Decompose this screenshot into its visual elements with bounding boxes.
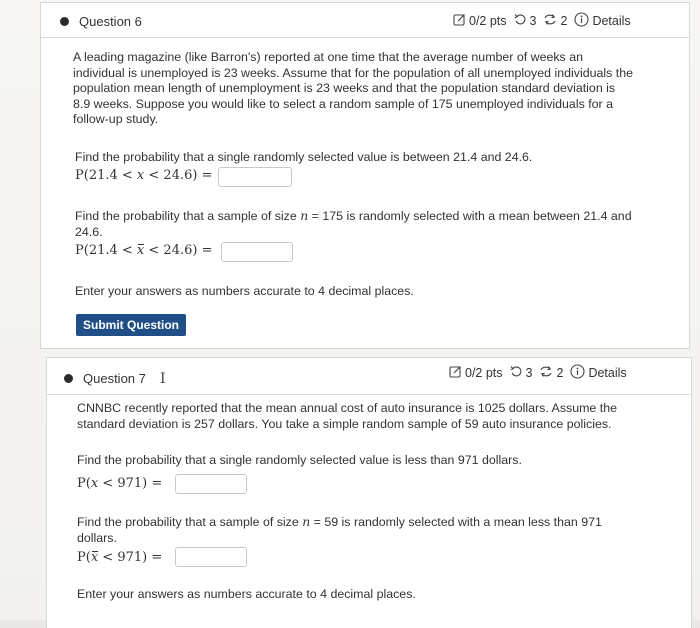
edit-square-icon bbox=[453, 13, 466, 29]
instructions-text: Enter your answers as numbers accurate to 4 decimal places. bbox=[77, 587, 416, 601]
question-7-header bbox=[47, 358, 691, 395]
refresh-arrows-icon bbox=[543, 13, 557, 29]
part-2-answer-input[interactable] bbox=[175, 547, 247, 567]
score-text: 0/2 pts bbox=[469, 14, 507, 28]
part-1-prompt: Find the probability that a single randomly selected value is less than 971 dollars. bbox=[77, 453, 522, 467]
attempts-count: 3 bbox=[525, 366, 533, 380]
question-6-header bbox=[41, 3, 689, 38]
details-link[interactable]: Details bbox=[588, 366, 627, 380]
part-2-answer-input[interactable] bbox=[221, 242, 293, 262]
instructions-text: Enter your answers as numbers accurate to 4 decimal places. bbox=[75, 284, 414, 298]
question-bullet-icon bbox=[60, 17, 69, 26]
part-1-answer-input[interactable] bbox=[218, 167, 292, 187]
question-6-card bbox=[40, 2, 690, 349]
retry-icon bbox=[514, 13, 527, 29]
question-stem: A leading magazine (like Barron's) reported at one time that the average number of weeks an individual is unemployed is 23 weeks. Assume that for the population of all unemployed individuals the population mean length of unemployment is 23 weeks and that the population standard deviation is 8.9 weeks. Suppose you would like to select a random sample of 175 unemployed individuals for a follow-up study. bbox=[73, 50, 633, 127]
retries-count: 2 bbox=[556, 366, 564, 380]
submit-question-button[interactable]: Submit Question bbox=[76, 314, 186, 336]
refresh-arrows-icon bbox=[539, 365, 553, 381]
question-meta bbox=[449, 364, 627, 382]
question-title: Question 6 bbox=[79, 14, 142, 29]
question-title: Question 7 bbox=[83, 371, 146, 386]
info-circle-icon[interactable] bbox=[574, 12, 589, 30]
details-link[interactable]: Details bbox=[592, 14, 631, 28]
attempts-count: 3 bbox=[529, 14, 537, 28]
retries-count: 2 bbox=[560, 14, 568, 28]
question-7-card bbox=[46, 357, 692, 628]
score-text: 0/2 pts bbox=[465, 366, 503, 380]
question-bullet-icon bbox=[64, 374, 73, 383]
question-meta bbox=[453, 12, 631, 30]
part-2-expression: P(x < 971) = bbox=[77, 550, 163, 565]
part-1-answer-input[interactable] bbox=[175, 474, 247, 494]
text-cursor-icon: I bbox=[160, 371, 166, 387]
part-2-prompt: Find the probability that a sample of size n = 175 is randomly selected with a mean between 21.4 and 24.6. bbox=[75, 208, 632, 239]
part-1-prompt: Find the probability that a single randomly selected value is between 21.4 and 24.6. bbox=[75, 150, 533, 164]
question-stem: CNNBC recently reported that the mean annual cost of auto insurance is 1025 dollars. Assume the standard deviation is 257 dollars. You take a simple random sample of 59 auto insurance policies. bbox=[77, 401, 617, 431]
retry-icon bbox=[510, 365, 523, 381]
part-2-expression: P(21.4 < x < 24.6) = bbox=[75, 243, 213, 258]
part-1-expression: P(21.4 < x < 24.6) = bbox=[75, 168, 213, 183]
part-1-expression: P(x < 971) = bbox=[77, 476, 163, 491]
part-2-prompt: Find the probability that a sample of size n = 59 is randomly selected with a mean less than 971 dollars. bbox=[77, 514, 602, 545]
edit-square-icon bbox=[449, 365, 462, 381]
info-circle-icon[interactable] bbox=[570, 364, 585, 382]
